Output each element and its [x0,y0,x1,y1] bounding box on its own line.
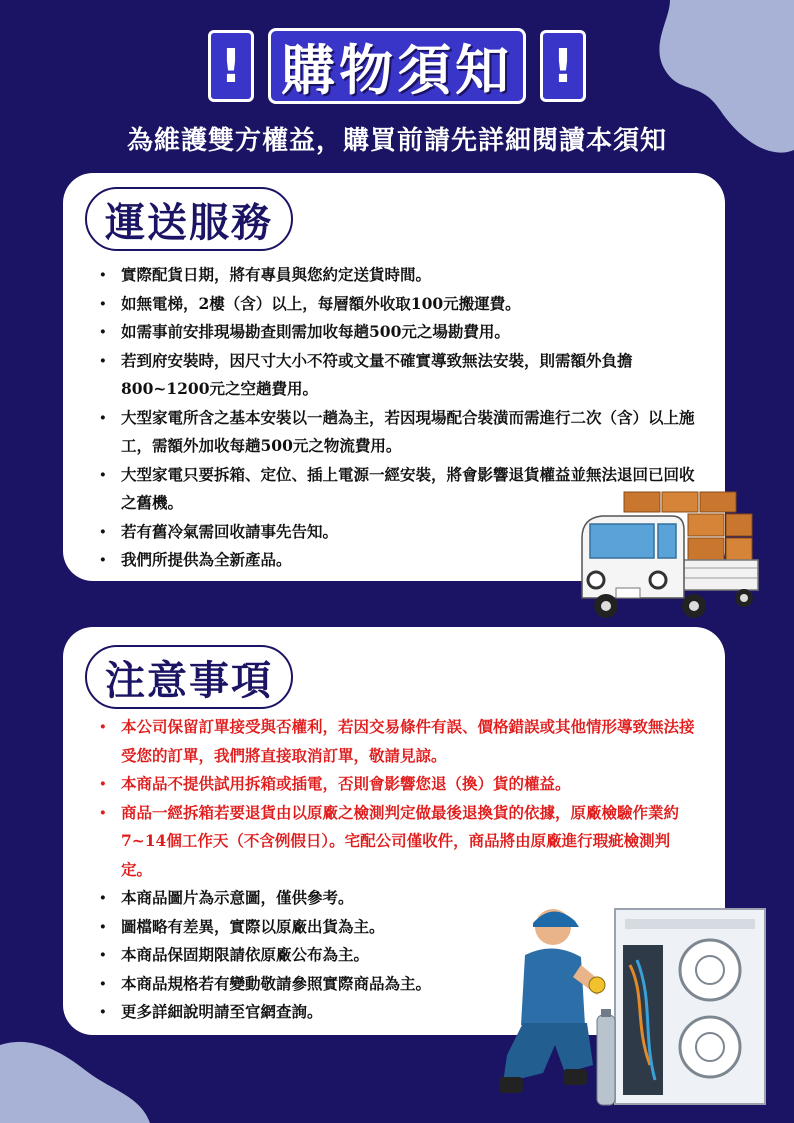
list-item: · 更多詳細說明請至官網查詢。 [95,998,695,1027]
exclamation-badge-left: ! [208,30,254,102]
list-item: · 大型家電所含之基本安裝以一趟為主，若因現場配合裝潢而需進行二次（含）以上施工，需額外加收每趟500元之物流費用。 [95,404,695,461]
technician-ac-unit-illustration [485,905,775,1117]
list-item: · 本商品保固期限請依原廠公布為主。 [95,941,695,970]
list-item-warning: · 本公司保留訂單接受與否權利，若因交易條件有誤、價格錯誤或其他情形導致無法接受您的訂單，我們將直接取消訂單，敬請見諒。 [95,713,695,770]
list-item: · 若有舊冷氣需回收請事先告知。 [95,518,695,547]
list-item: · 圖檔略有差異，實際以原廠出貨為主。 [95,913,695,942]
list-item: · 我們所提供為全新產品。 [95,546,695,575]
page-title [0,28,794,104]
page-subtitle: 為維護雙方權益，購買前請先詳細閱讀本須知 [126,126,667,156]
list-item: · 本商品圖片為示意圖，僅供參考。 [95,884,695,913]
shipping-heading: 運送服務 [85,187,293,251]
list-item-warning: · 商品一經拆箱若要退貨由以原廠之檢測判定做最後退換貨的依據，原廠檢驗作業約7~14個工作天（不含例假日）。宅配公司僅收件，商品將由原廠進行瑕疵檢測判定。 [95,799,695,885]
exclamation-badge-right: ! [540,30,586,102]
list-item: · 如無電梯，2樓（含）以上，每層額外收取100元搬運費。 [95,290,695,319]
title-text: 購物須知 [268,28,526,104]
list-item: · 本商品規格若有變動敬請參照實際商品為主。 [95,970,695,999]
list-item-warning: · 本商品不提供試用拆箱或插電，否則會影響您退（換）貨的權益。 [95,770,695,799]
notice-heading: 注意事項 [85,645,293,709]
list-item: · 實際配貨日期，將有專員與您約定送貨時間。 [95,261,695,290]
delivery-truck-illustration [576,488,762,623]
list-item: · 如需事前安排現場勘查則需加收每趟500元之場勘費用。 [95,318,695,347]
decorative-blob-bottom-left [0,1030,160,1123]
list-item: · 大型家電只要拆箱、定位、插上電源一經安裝，將會影響退貨權益並無法退回已回收之舊機。 [95,461,695,518]
list-item: · 若到府安裝時，因尺寸大小不符或文量不確實導致無法安裝，則需額外負擔800~1200元之空趟費用。 [95,347,695,404]
